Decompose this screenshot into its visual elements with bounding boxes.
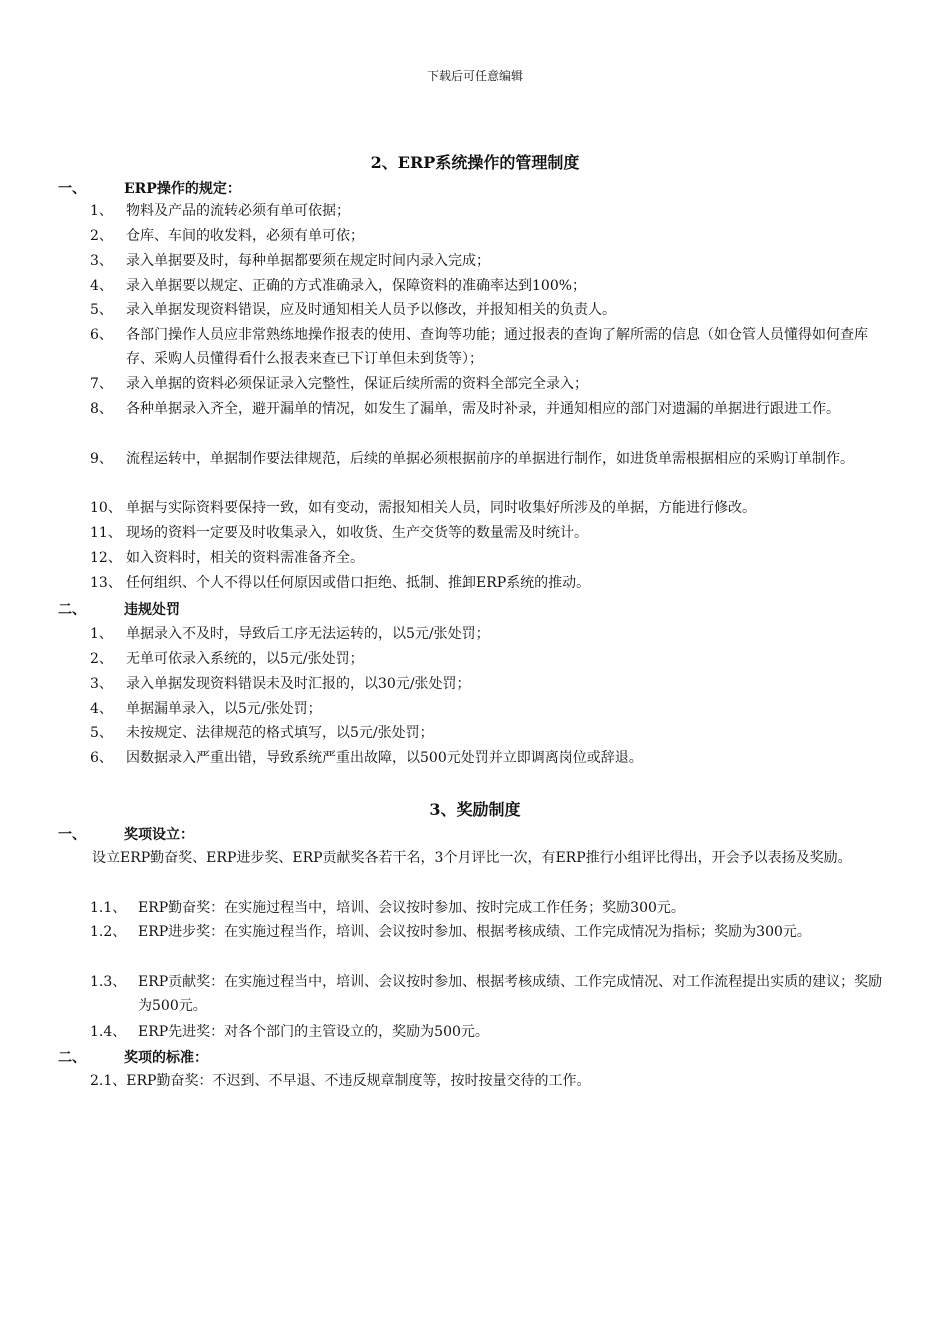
award-item: 1.1、 ERP勤奋奖：在实施过程当中，培训、会议按时参加、按时完成工作任务；奖励300元。 (90, 900, 685, 916)
heading-label: ERP操作的规定： (124, 181, 241, 197)
rule-item: 4、 录入单据要以规定、正确的方式准确录入，保障资料的准确率达到100%； (90, 278, 587, 294)
rule-item: 13、 任何组织、个人不得以任何原因或借口拒绝、抵制、推卸ERP系统的推动。 (90, 575, 591, 591)
awards-intro: 设立ERP勤奋奖、ERP进步奖、ERP贡献奖各若干名，3个月评比一次，有ERP推行小组评比得出，开会予以表扬及奖励。 (92, 850, 852, 866)
heading-label: 违规处罚 (124, 602, 180, 618)
section-2-title: 2、ERP系统操作的管理制度 (370, 153, 580, 172)
award-item: 1.4、 ERP先进奖：对各个部门的主管设立的，奖励为500元。 (90, 1024, 489, 1040)
rule-item: 2、 仓库、车间的收发料，必须有单可依； (90, 228, 364, 244)
section-3-heading-1 (58, 824, 194, 844)
rule-item: 7、 录入单据的资料必须保证录入完整性，保证后续所需的资料全部完全录入； (90, 376, 588, 392)
penalty-item: 1、 单据录入不及时，导致后工序无法运转的，以5元/张处罚； (90, 626, 490, 642)
award-standard: 2.1、ERP勤奋奖：不迟到、不早退、不违反规章制度等，按时按量交待的工作。 (90, 1073, 591, 1089)
rule-item: 3、 录入单据要及时，每种单据都要须在规定时间内录入完成； (90, 253, 490, 269)
penalty-item: 6、 因数据录入严重出错，导致系统严重出故障，以500元处罚并立即调离岗位或辞退。 (90, 750, 643, 766)
rule-item: 6、 各部门操作人员应非常熟练地操作报表的使用、查询等功能；通过报表的查询了解所需的信息（如仓管人员懂得如何查库存、采购人员懂得看什么报表来查已下订单但未到货等）； (90, 327, 868, 367)
rule-item: 11、 现场的资料一定要及时收集录入，如收货、生产交货等的数量需及时统计。 (90, 525, 588, 541)
heading-number: 一、 (58, 827, 86, 843)
heading-number: 一、 (58, 181, 86, 197)
heading-label: 奖项设立： (124, 827, 194, 843)
award-item: 1.3、 ERP贡献奖：在实施过程当中，培训、会议按时参加、根据考核成绩、工作完成情况、对工作流程提出实质的建议；奖励为500元。 (90, 974, 883, 1014)
award-item: 1.2、 ERP进步奖：在实施过程当作，培训、会议按时参加、根据考核成绩、工作完成情况为指标；奖励为300元。 (90, 924, 811, 940)
penalty-item: 2、 无单可依录入系统的，以5元/张处罚； (90, 651, 364, 667)
penalty-item: 3、 录入单据发现资料错误未及时汇报的，以30元/张处罚； (90, 676, 471, 692)
heading-number: 二、 (58, 1050, 86, 1066)
heading-number: 二、 (58, 602, 86, 618)
penalty-item: 4、 单据漏单录入，以5元/张处罚； (90, 701, 322, 717)
rule-item: 9、 流程运转中，单据制作要法律规范，后续的单据必须根据前序的单据进行制作，如进货单需根据相应的采购订单制作。 (90, 451, 854, 467)
rule-item: 1、 物料及产品的流转必须有单可依据； (90, 203, 350, 219)
rule-item: 8、 各种单据录入齐全，避开漏单的情况，如发生了漏单，需及时补录，并通知相应的部门对遗漏的单据进行跟进工作。 (90, 401, 840, 417)
section-3-heading-2 (58, 1047, 208, 1067)
heading-label: 奖项的标准： (124, 1050, 208, 1066)
penalty-item: 5、 未按规定、法律规范的格式填写，以5元/张处罚； (90, 725, 434, 741)
section-3-title: 3、奖励制度 (429, 800, 521, 819)
section-2-heading-2 (58, 599, 180, 619)
page-header: 下载后可任意编辑 (426, 69, 523, 83)
rule-item: 10、 单据与实际资料要保持一致，如有变动，需报知相关人员，同时收集好所涉及的单据，方能进行修改。 (90, 500, 756, 516)
section-2-heading-1 (58, 178, 241, 198)
rule-item: 5、 录入单据发现资料错误，应及时通知相关人员予以修改，并报知相关的负责人。 (90, 302, 616, 318)
rule-item: 12、 如入资料时，相关的资料需准备齐全。 (90, 550, 364, 566)
